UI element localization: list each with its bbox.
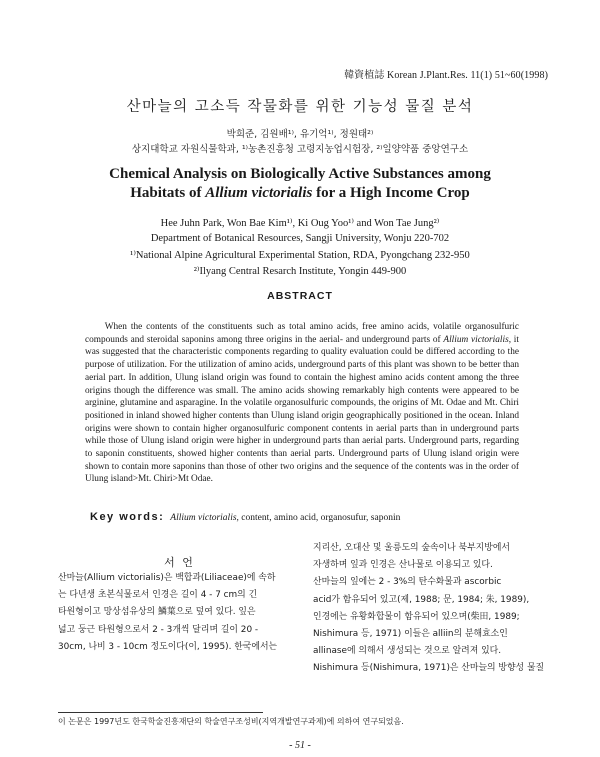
section-heading-introduction: 서 언	[164, 556, 195, 569]
english-authors: Hee Juhn Park, Won Bae Kim¹⁾, Ki Oug Yoo¹⁾ and Won Tae Jung²⁾	[160, 218, 440, 229]
keywords: Key words: Allium victorialis, content, amino acid, organosufur, saponin	[90, 511, 401, 523]
footnote: 이 논문은 1997년도 한국학술진흥재단의 학술연구조성비(지역개발연구과제)에 의하여 연구되었음.	[58, 717, 404, 726]
english-affiliation-3: ²⁾Ilyang Central Resarch Institute, Yongin 449-900	[193, 266, 407, 277]
text-line: 는 다년생 초본식물로서 인경은 길이 4 - 7 cm의 긴	[58, 590, 258, 601]
text-line: 30cm, 나비 3 - 10cm 정도이다(이, 1995). 한국에서는	[58, 641, 278, 652]
keywords-label: Key words:	[90, 511, 165, 523]
abstract-heading: ABSTRACT	[267, 290, 333, 302]
korean-affiliations: 상지대학교 자원식물학과, ¹⁾농촌진흥청 고령지농업시험장, ²⁾일양약품 중앙연구소	[131, 144, 469, 155]
korean-authors: 박희준, 김원배¹⁾, 유기억¹⁾, 정원태²⁾	[226, 129, 374, 140]
text-line: allinase에 의해서 생성되는 것으로 알려져 있다.	[313, 646, 502, 657]
text-line: Nishimura 등(Nishimura, 1971)은 산마늘의 방향성 물질	[313, 663, 545, 674]
english-title-line1: Chemical Analysis on Biologically Active Substances among	[109, 166, 491, 182]
abstract-species: Allium victorialis	[443, 334, 509, 345]
footnote-divider	[58, 712, 263, 713]
korean-title: 산마늘의 고소득 작물화를 위한 기능성 물질 분석	[126, 99, 474, 115]
intro-right-column	[313, 540, 556, 678]
text-line: acid가 함유되어 있고(제, 1988; 문, 1984; 朱, 1989),	[313, 594, 530, 605]
text-line: 자생하며 잎과 인경은 산나물로 이용되고 있다.	[313, 560, 493, 571]
intro-left-column	[58, 570, 301, 656]
species-name: Allium victorialis	[205, 185, 313, 201]
text-line: 넓고 둥근 타원형으로서 2 - 3개씩 달리며 길이 20 -	[58, 624, 259, 635]
english-affiliation-2: ¹⁾National Alpine Agricultural Experimental Station, RDA, Pyongchang 232-950	[130, 250, 470, 261]
english-affiliation-1: Department of Botanical Resources, Sangji University, Wonju 220-702	[150, 233, 450, 244]
text-line: Nishimura 등, 1971) 이들은 alliin의 분해효소인	[313, 629, 508, 640]
text-line: 인경에는 유황화합물이 함유되어 있으며(柴田, 1989;	[313, 611, 520, 622]
text-line: 산마늘(Allium victorialis)은 백합과(Liliaceae)에 속하	[58, 573, 276, 583]
keywords-species: Allium victorialis	[170, 513, 237, 523]
abstract-body: When the contents of the constituents such as total amino acids, free amino acids, volatile organosulfuric compounds and steroidal saponins among three origins in the aerial- and underground parts of Allium victorialis, it was suggested that the characteristic components regarding to quality evaluation could be differed according to the purpose of utilization. For the utilization of amino acids, underground parts of this plant was shown to be better than aerial part. In addition, Ulung island origin was found to contain the highest amino acids content among the three origins though the difference was small. The amino acids showing remarkably high contents were appeared to be arginine, glutamine and asparagine. In the volatile organosulfuric compounds, the origins of Mt. Odae and Mt. Chiri positioned in inland showed higher contents than Ulung island origin geographically positioned in the ocean. Inland origins were shown to contain higher organosulfuric component contents in aerial parts than in underground parts while those of Ulung island origin were higher in underground parts than aerial parts. Underground parts, regarding to saponin constituents, showed higher contents than aerial parts. Underground parts of Ulung island origin were shown to contain more saponins than those of other two origins and the sequence of the contents was in the order of Ulung island>Mt. Chiri>Mt Odae.	[85, 322, 519, 485]
journal-header: 韓資植誌 Korean J.Plant.Res. 11(1) 51~60(1998)	[344, 70, 548, 81]
english-title	[0, 165, 600, 203]
text-line: 타원형이고 망상섬유상의 鱗葉으로 덮여 있다. 잎은	[58, 607, 256, 618]
text-line: 산마늘의 잎에는 2 - 3%의 탄수화물과 ascorbic	[313, 577, 502, 588]
english-title-line2: Habitats of Allium victorialis for a High Income Crop	[130, 185, 470, 201]
page-number: - 51 -	[289, 740, 311, 751]
text-line: 지리산, 오대산 및 울릉도의 숲속이나 북부지방에서	[313, 543, 510, 553]
